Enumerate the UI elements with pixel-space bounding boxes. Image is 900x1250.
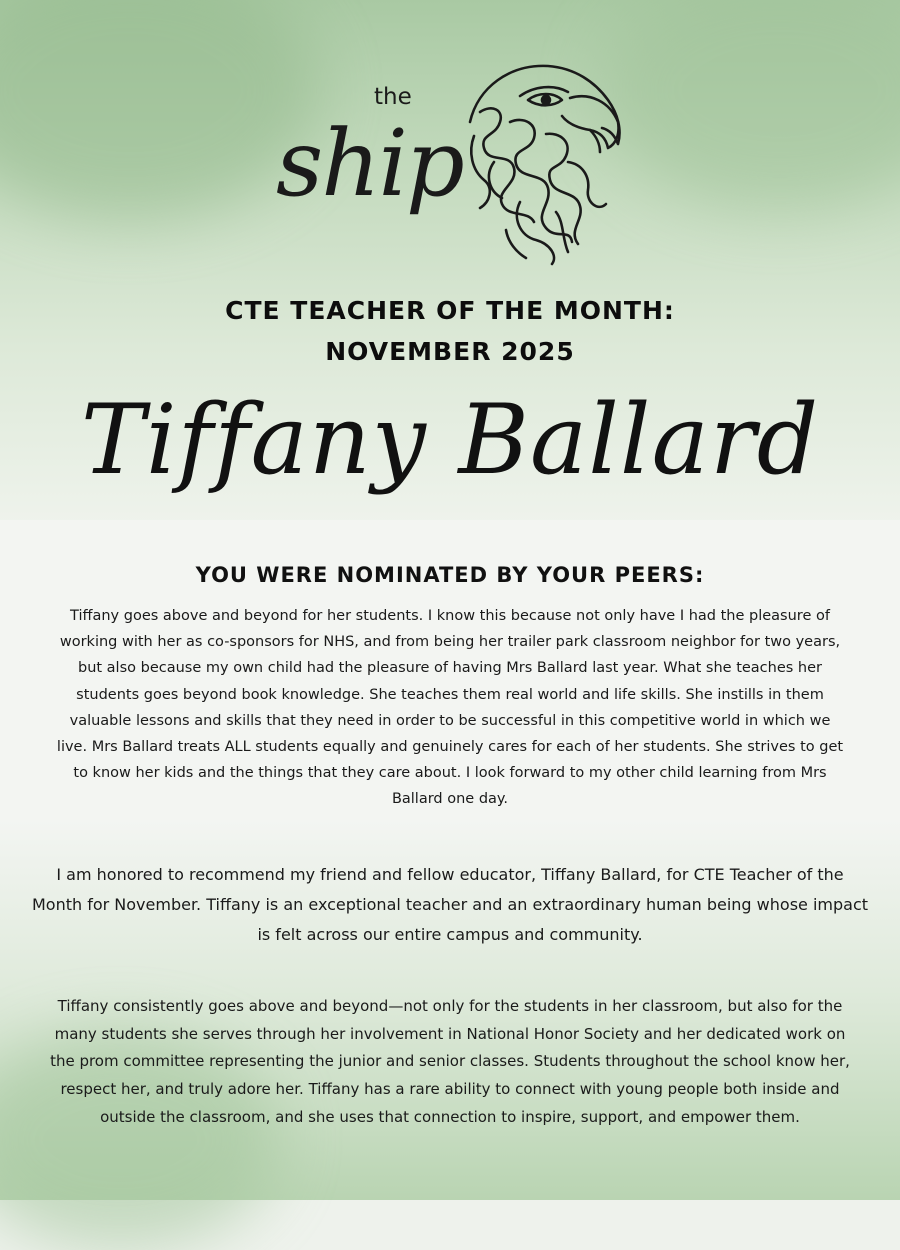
award-title: CTE TEACHER OF THE MONTH: (225, 296, 675, 325)
award-month: NOVEMBER 2025 (325, 337, 575, 366)
logo-the-text: the (374, 84, 412, 110)
eagle-line-art-icon (450, 52, 625, 267)
logo-ship-text: ship (276, 110, 463, 217)
nomination-paragraph-2: I am honored to recommend my friend and fellow educator, Tiffany Ballard, for CTE Teacher of the Month for November. Tiffany is an exceptional teacher and an extraordinary human being whose impact is felt across our entire campus and community. (31, 865, 869, 944)
nomination-paragraph-3: Tiffany consistently goes above and beyond—not only for the students in her classroom, but also for the many students she serves through her involvement in National Honor Society and her dedicated work on the prom committee representing the junior and senior classes. Students throughout the school know her, respect her, and truly adore her. Tiffany has a rare ability to connect with young people both inside and outside the classroom, and she uses that connection to inspire, support, and empower them. (50, 997, 850, 1126)
nomination-paragraph-1: Tiffany goes above and beyond for her students. I know this because not only have I had the pleasure of working with her as co-sponsors for NHS, and from being her trailer park classroom neighbor for two years, but also because my own child had the pleasure of having Mrs Ballard last year. What she teaches her students goes beyond book knowledge. She teaches them real world and life skills. She instills in them valuable lessons and skills that they need in order to be successful in this competitive world in which we live. Mrs Ballard treats ALL students equally and genuinely cares for each of her students. She strives to get to know her kids and the things that they care about. I look forward to my other child learning from Mrs Ballard one day. (56, 608, 844, 808)
honoree-name: Tiffany Ballard (80, 384, 820, 496)
school-logo (270, 52, 630, 272)
nomination-heading: YOU WERE NOMINATED BY YOUR PEERS: (195, 563, 705, 587)
